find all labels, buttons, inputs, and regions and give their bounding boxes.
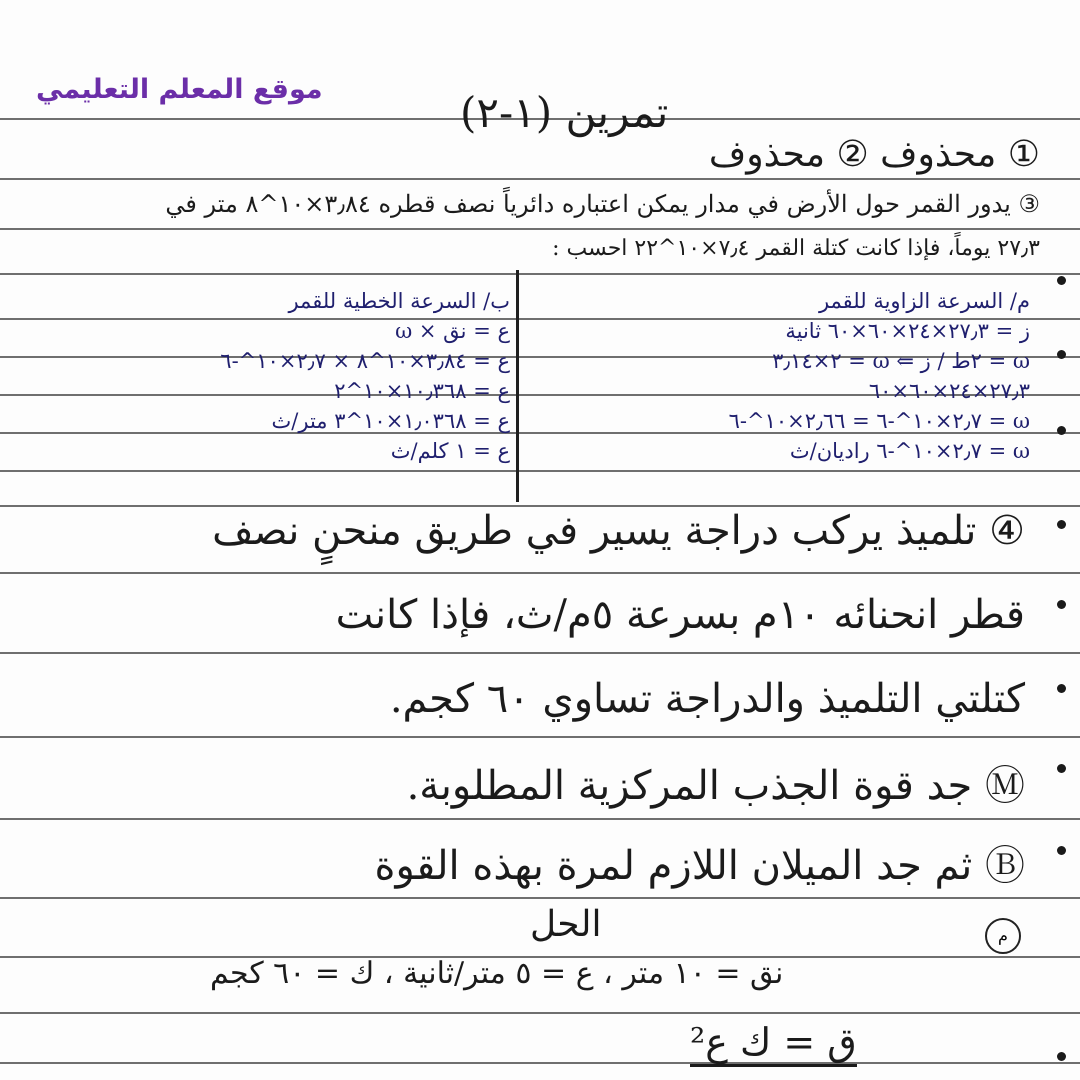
- work-line: ب/ السرعة الخطية للقمر: [288, 289, 510, 313]
- ruled-line: [0, 818, 1080, 820]
- column-divider: [516, 270, 519, 502]
- binder-hole: [1057, 600, 1066, 609]
- ruled-line: [0, 652, 1080, 654]
- question-3-line-2: ٢٧٫٣ يوماً، فإذا كانت كتلة القمر ٧٫٤×١٠^٢٢ احسب :: [552, 236, 1040, 261]
- ruled-line: [0, 572, 1080, 574]
- ruled-line: [0, 505, 1080, 507]
- binder-hole: [1057, 1052, 1066, 1061]
- formula-text: ق = ك ع²: [690, 1020, 857, 1067]
- ruled-line: [0, 178, 1080, 180]
- work-line: ٢٧٫٣×٢٤×٦٠×٦٠: [868, 379, 1030, 403]
- binder-hole: [1057, 426, 1066, 435]
- question-4-line: كتلتي التلميذ والدراجة تساوي ٦٠ كجم.: [389, 676, 1025, 722]
- work-line: م/ السرعة الزاوية للقمر: [818, 289, 1030, 313]
- given-values: نق = ١٠ متر ، ع = ٥ متر/ثانية ، ك = ٦٠ كجم: [210, 956, 784, 991]
- angular-velocity-work: [560, 286, 1030, 466]
- linear-velocity-work: [150, 286, 510, 466]
- binder-hole: [1057, 684, 1066, 693]
- ruled-line: [0, 1062, 1080, 1064]
- work-line: ع = نق × ω: [395, 319, 510, 343]
- ruled-line: [0, 736, 1080, 738]
- solution-heading: الحل: [530, 904, 602, 945]
- question-4-line: ④ تلميذ يركب دراجة يسير في طريق منحنٍ نصف: [212, 508, 1025, 554]
- question-3-line-1: ③ يدور القمر حول الأرض في مدار يمكن اعتباره دائرياً نصف قطره ٣٫٨٤×١٠^٨ متر في: [165, 190, 1040, 218]
- ruled-line: [0, 228, 1080, 230]
- work-line: ز = ٢٧٫٣×٢٤×٦٠×٦٠ ثانية: [785, 319, 1030, 343]
- work-line: ع = ٣٫٨٤×١٠^٨ × ٢٫٧×١٠^-٦: [220, 349, 510, 373]
- part-m-marker: م: [985, 918, 1021, 954]
- binder-hole: [1057, 276, 1066, 285]
- ruled-line: [0, 897, 1080, 899]
- work-line: ω = ٢٫٧×١٠^-٦ = ٢٫٦٦×١٠^-٦: [728, 409, 1030, 433]
- work-line: ω = ٢٫٧×١٠^-٦ راديان/ث: [789, 439, 1030, 463]
- exercise-title: تمرين (١-٢): [460, 88, 669, 137]
- work-line: ع = ١٠٫٣٦٨×١٠^٢: [334, 379, 510, 403]
- binder-hole: [1057, 764, 1066, 773]
- site-watermark: موقع المعلم التعليمي: [36, 74, 323, 105]
- work-line: ω = ٢ط / ز ⇐ ω = ٢×٣٫١٤: [772, 349, 1030, 373]
- question-4-line: Ⓜ جد قوة الجذب المركزية المطلوبة.: [406, 763, 1025, 809]
- answers-line: ① محذوف ② محذوف: [708, 134, 1040, 175]
- work-line: ع = ١٫٠٣٦٨×١٠^٣ متر/ث: [271, 409, 510, 433]
- ruled-line: [0, 470, 1080, 472]
- question-4-line: Ⓑ ثم جد الميلان اللازم لمرة بهذه القوة: [374, 843, 1025, 889]
- question-4-line: قطر انحنائه ١٠م بسرعة ٥م/ث، فإذا كانت: [335, 592, 1025, 638]
- ruled-line: [0, 1012, 1080, 1014]
- work-line: ع = ١ كلم/ث: [390, 439, 510, 463]
- binder-hole: [1057, 846, 1066, 855]
- binder-hole: [1057, 520, 1066, 529]
- binder-hole: [1057, 350, 1066, 359]
- ruled-line: [0, 273, 1080, 275]
- force-formula: [690, 1020, 857, 1064]
